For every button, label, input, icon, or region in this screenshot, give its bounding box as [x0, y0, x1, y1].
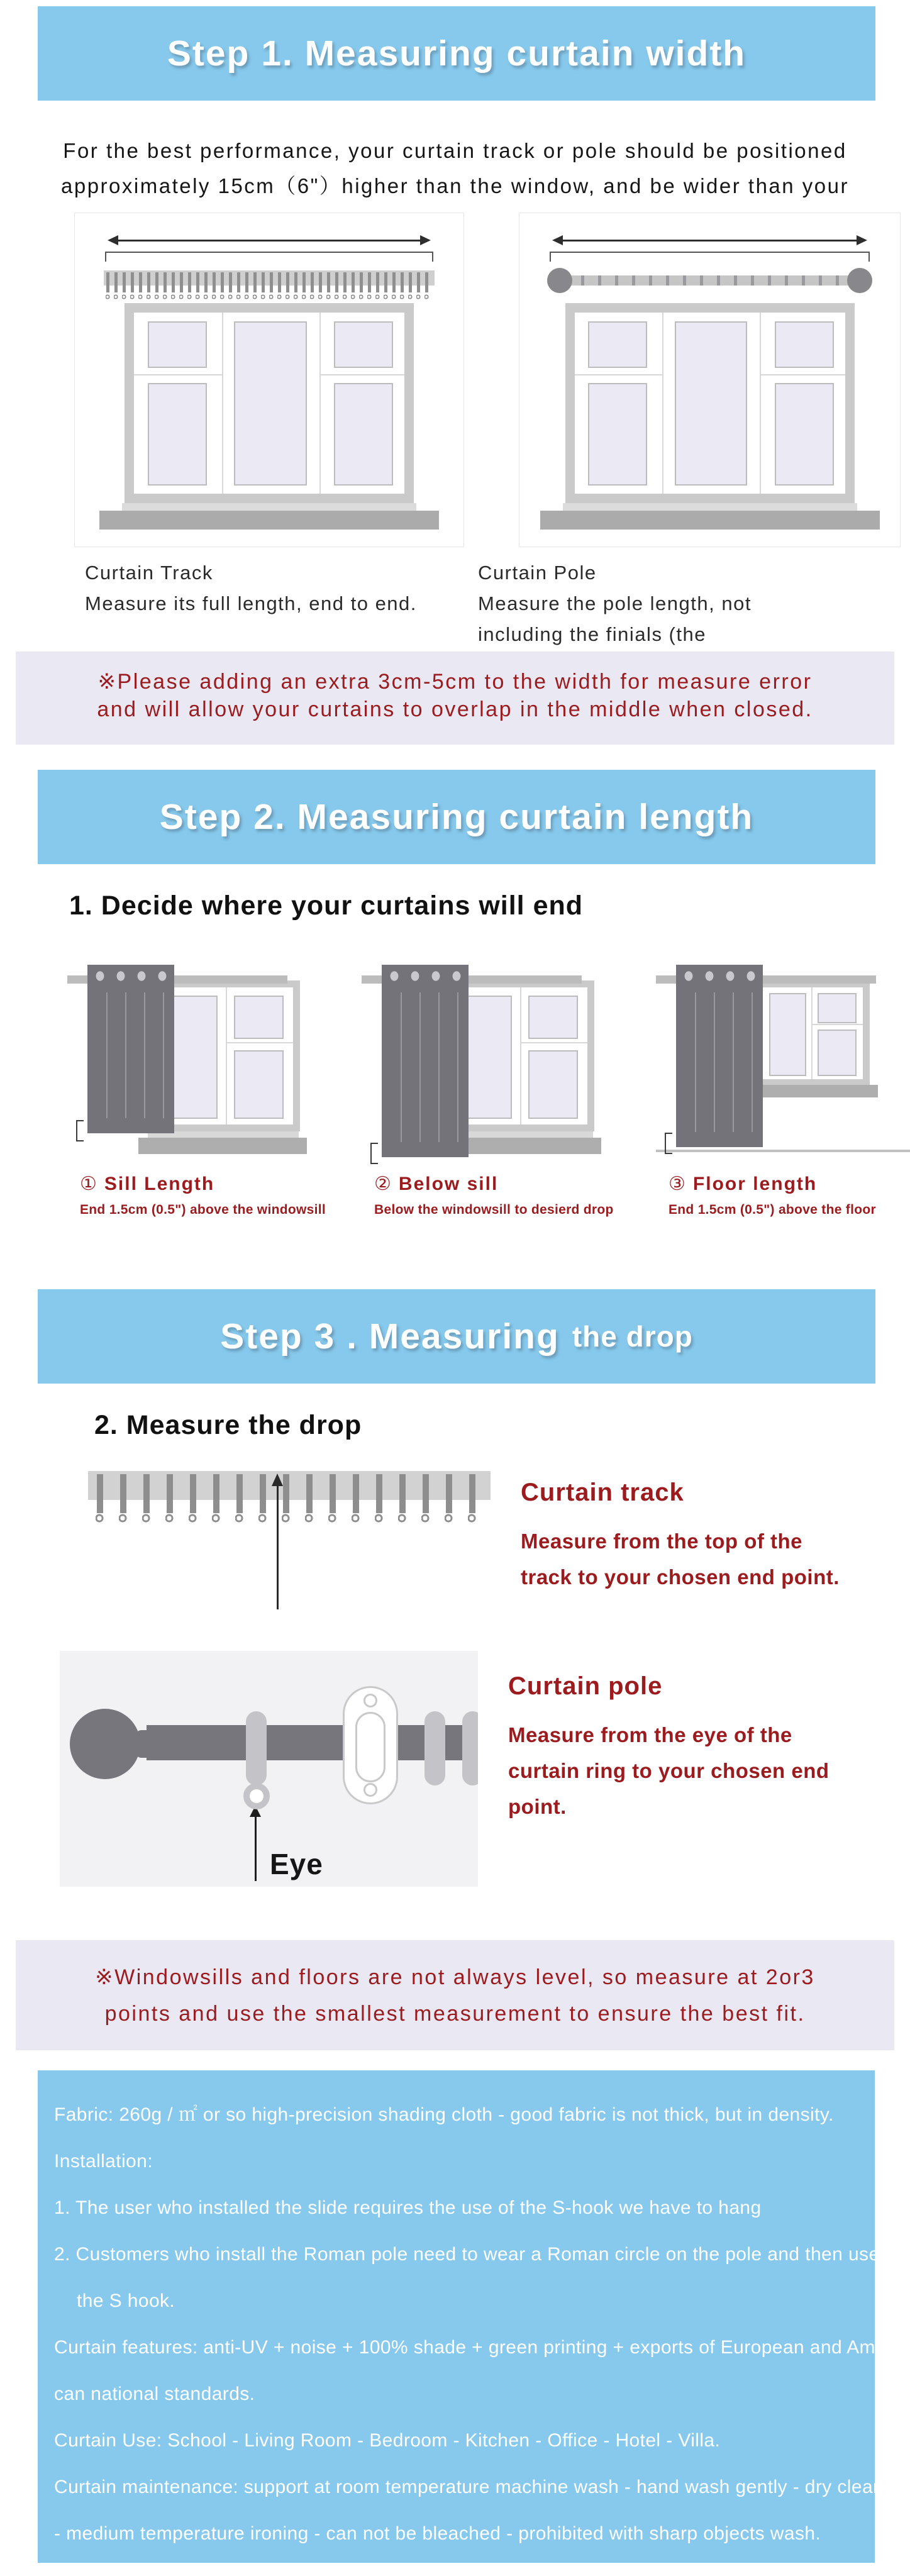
curtain-track-graphic [88, 1471, 491, 1500]
window-pane [465, 996, 512, 1119]
window-mullion [662, 313, 663, 494]
instruction-line: Measure from the top of the [521, 1530, 803, 1553]
width-note [16, 652, 894, 745]
window-pane [334, 383, 393, 485]
figure-caption [60, 1173, 326, 1218]
window-transom [575, 374, 663, 375]
window-transom [134, 374, 222, 375]
window-pane [528, 1050, 579, 1119]
windowsill-graphic [138, 1138, 307, 1154]
sill-length-figure [60, 962, 326, 1218]
grommet-curtain-graphic [382, 965, 469, 1157]
circled-number-icon: ③ [669, 1174, 687, 1194]
pole-finial [70, 1709, 140, 1779]
step3-banner-title: Step 3 . Measuring [220, 1316, 560, 1357]
sill-length-graphic [60, 962, 318, 1157]
step3-banner-subtitle: the drop [572, 1320, 693, 1353]
caption-text: including the finials (the [478, 623, 706, 645]
double-arrow-icon [110, 240, 428, 242]
up-arrow-icon [255, 1816, 257, 1881]
figure-description: Below the windowsill to desierd drop [374, 1202, 614, 1217]
details-line: Curtain features: anti-UV + noise + 100% shade + green printing + exports of European and Ameri- [54, 2337, 904, 2358]
measure-bracket [550, 252, 870, 262]
measure-bracket [105, 252, 433, 262]
grommet-curtain-graphic [676, 965, 763, 1147]
details-line: the S hook. [77, 2290, 175, 2311]
window-pane [775, 321, 834, 367]
end-point-bracket [665, 1133, 672, 1154]
window-pane [818, 993, 857, 1023]
figure-description: End 1.5cm (0.5") above the floor [669, 1202, 876, 1217]
curtain-ring [462, 1711, 478, 1785]
window-pane [769, 993, 806, 1076]
screw-hole-icon [363, 1694, 377, 1707]
curtain-pole-graphic [567, 275, 852, 286]
window-pane [334, 321, 393, 367]
curtain-ring [424, 1711, 445, 1785]
step2-banner [38, 770, 875, 864]
eye-label: Eye [270, 1848, 323, 1880]
window-pane [588, 321, 647, 367]
width-diagrams [74, 213, 910, 547]
instruction-line: curtain ring to your chosen end [508, 1759, 830, 1782]
step3-banner [38, 1289, 875, 1384]
window-transom [226, 1042, 293, 1043]
details-line: 1. The user who installed the slide requires the use of the S-hook we have to hang [54, 2197, 762, 2218]
figure-title: Below sill [398, 1174, 499, 1194]
figure-caption [354, 1173, 612, 1218]
details-line: - medium temperature ironing - can not be bleached - prohibited with sharp objects wash. [54, 2523, 821, 2544]
instruction-line: Measure from the eye of the [508, 1723, 792, 1746]
step3-heading: 2. Measure the drop [94, 1410, 362, 1440]
window-mullion [222, 313, 223, 494]
window-pane [148, 321, 207, 367]
window-pane [170, 996, 218, 1119]
details-line: 2. Customers who install the Roman pole need to wear a Roman circle on the pole and then use [54, 2244, 880, 2265]
figure-title: Sill Length [104, 1174, 215, 1194]
pole-bracket [343, 1686, 398, 1804]
level-note [16, 1940, 894, 2050]
instruction-title: Curtain track [521, 1479, 684, 1506]
windowsill-graphic [746, 1085, 878, 1097]
note-line: ※Windowsills and floors are not always level, so measure at 2or3 [95, 1965, 815, 1989]
window-mullion [319, 313, 321, 494]
width-measurement [548, 240, 871, 286]
screw-hole-icon [363, 1783, 377, 1797]
note-line: and will allow your curtains to overlap in the middle when closed. [97, 697, 813, 721]
ring-eye [243, 1783, 270, 1809]
window-graphic [125, 303, 414, 503]
window-pane [528, 996, 579, 1039]
step2-banner-title: Step 2. Measuring curtain length [159, 797, 754, 837]
curtain-pole-instructions [508, 1672, 830, 1887]
caption-text: Measure its full length, end to end. [85, 592, 417, 614]
details-line: Curtain maintenance: support at room temperature machine wash - hand wash gently - dry cleaning [54, 2477, 910, 2497]
windowsill-step [122, 503, 416, 511]
end-point-bracket [76, 1120, 84, 1141]
grommet-curtain-graphic [87, 965, 174, 1133]
figure-caption [648, 1173, 906, 1218]
window-pane [234, 321, 307, 485]
window-transom [811, 1024, 863, 1025]
pole-drop-graphic [60, 1651, 478, 1887]
window-transom [520, 1042, 587, 1043]
curtain-pole-caption [478, 557, 752, 650]
instruction-line: point. [508, 1795, 567, 1818]
window-transom [319, 374, 404, 375]
curtain-pole-diagram [519, 213, 901, 547]
step1-banner-title: Step 1. Measuring curtain width [167, 33, 746, 74]
floor-length-graphic [648, 962, 906, 1157]
caption-text: Measure the pole length, not [478, 592, 752, 614]
track-drop-graphic [88, 1471, 491, 1622]
intro-line: approximately 15cm（6"）higher than the window, and be wider than your [61, 174, 849, 197]
window-pane [818, 1030, 857, 1076]
circled-number-icon: ① [80, 1174, 98, 1194]
windowsill-graphic [540, 511, 880, 530]
window-pane [234, 1050, 284, 1119]
caption-title: Curtain Track [85, 562, 213, 584]
instruction-title: Curtain pole [508, 1672, 663, 1700]
note-line: points and use the smallest measurement to ensure the best fit. [104, 2002, 806, 2026]
figure-title: Floor length [692, 1174, 818, 1194]
bracket-cradle [355, 1712, 386, 1782]
figure-description: End 1.5cm (0.5") above the windowsill [80, 1202, 326, 1217]
curtain-track-diagram [74, 213, 464, 547]
double-arrow-icon [555, 240, 865, 242]
up-arrow-icon [277, 1477, 279, 1609]
window-pane [775, 383, 834, 485]
track-drop-row [88, 1471, 910, 1622]
window-graphic [565, 303, 855, 503]
window-mullion [760, 313, 761, 494]
step1-intro [0, 133, 910, 204]
intro-line: For the best performance, your curtain track or pole should be positioned [63, 139, 847, 162]
window-graphic [154, 980, 300, 1131]
details-line: Curtain Use: School - Living Room - Bedroom - Kitchen - Office - Hotel - Villa. [54, 2430, 721, 2451]
width-measurement [104, 240, 435, 286]
pole-drop-row [60, 1651, 910, 1887]
window-transom [760, 374, 845, 375]
length-figures [60, 962, 910, 1218]
step1-banner [38, 6, 875, 101]
windowsill-step [563, 503, 857, 511]
circled-number-icon: ② [374, 1174, 392, 1194]
curtain-track-graphic [104, 270, 435, 286]
windowsill-graphic [99, 511, 439, 530]
window-pane [588, 383, 647, 485]
curtain-track-instructions [521, 1479, 840, 1622]
floor-length-figure [648, 962, 906, 1218]
window-mullion [226, 987, 227, 1124]
details-line: can national standards. [54, 2384, 255, 2404]
window-graphic [448, 980, 594, 1131]
step2-heading: 1. Decide where your curtains will end [69, 891, 584, 921]
window-pane [675, 321, 748, 485]
curtain-ring [246, 1711, 267, 1785]
product-details [38, 2070, 910, 2563]
window-pane [148, 383, 207, 485]
step1-captions [85, 557, 910, 652]
instruction-line: track to your chosen end point. [521, 1565, 840, 1589]
window-graphic [755, 980, 870, 1086]
below-sill-graphic [354, 962, 612, 1157]
end-point-bracket [370, 1143, 378, 1164]
details-line: Fabric: 260g / ㎡ or so high-precision shading cloth - good fabric is not thick, but in density. [54, 2104, 834, 2125]
window-mullion [811, 987, 813, 1079]
details-line: Installation: [54, 2151, 153, 2172]
caption-title: Curtain Pole [478, 562, 597, 584]
window-mullion [520, 987, 521, 1124]
below-sill-figure [354, 962, 612, 1218]
note-line: ※Please adding an extra 3cm-5cm to the width for measure error [97, 670, 813, 694]
floor-line [656, 1150, 910, 1152]
window-pane [234, 996, 284, 1039]
